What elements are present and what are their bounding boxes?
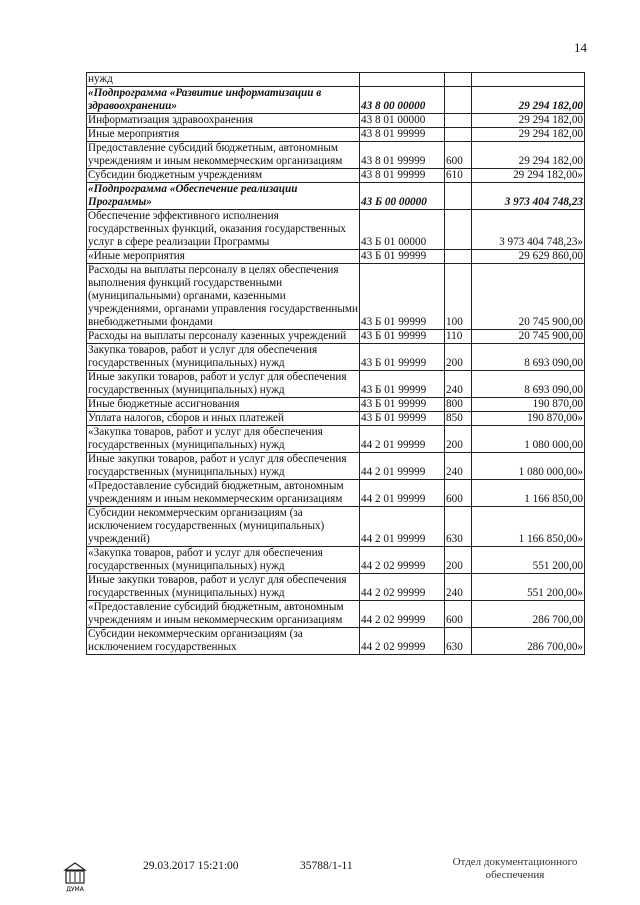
row-csr-cell: 43 8 01 99999 [360, 169, 445, 183]
row-csr-cell: 43 Б 01 99999 [360, 330, 445, 344]
row-name-cell: Иные мероприятия [87, 128, 360, 142]
row-amount-cell: 190 870,00 [472, 398, 585, 412]
row-name-cell: Обеспечение эффективного исполнения государственных функций, оказания государственных услуг в сфере реализации Программы [87, 210, 360, 250]
table-row [87, 183, 585, 210]
row-amount-cell: 29 294 182,00 [472, 128, 585, 142]
row-amount-cell: 3 973 404 748,23 [472, 183, 585, 210]
table-row [87, 210, 585, 250]
row-csr-cell: 43 8 01 00000 [360, 114, 445, 128]
row-csr-cell: 44 2 02 99999 [360, 574, 445, 601]
row-name-cell: Иные закупки товаров, работ и услуг для обеспечения государственных (муниципальных) нужд [87, 453, 360, 480]
row-vr-cell: 610 [445, 169, 472, 183]
row-csr-cell: 43 Б 01 99999 [360, 250, 445, 264]
duma-logo-text: ДУМА [66, 886, 84, 893]
row-name-cell: Расходы на выплаты персоналу казенных учреждений [87, 330, 360, 344]
table-row [87, 398, 585, 412]
table-row [87, 264, 585, 330]
row-name-cell: Субсидии некоммерческим организациям (за исключением государственных [87, 628, 360, 655]
row-amount-cell: 1 166 850,00» [472, 507, 585, 547]
table-row [87, 426, 585, 453]
table-row [87, 371, 585, 398]
row-name-cell: «Предоставление субсидий бюджетным, автономным учреждениям и иным некоммерческим организациям [87, 480, 360, 507]
row-vr-cell: 630 [445, 628, 472, 655]
row-amount-cell: 286 700,00 [472, 601, 585, 628]
row-csr-cell [360, 73, 445, 87]
table-row [87, 250, 585, 264]
table-row [87, 547, 585, 574]
row-csr-cell: 44 2 01 99999 [360, 426, 445, 453]
row-amount-cell: 29 294 182,00 [472, 114, 585, 128]
row-vr-cell [445, 183, 472, 210]
row-vr-cell: 200 [445, 344, 472, 371]
row-amount-cell: 8 693 090,00 [472, 371, 585, 398]
table-row [87, 628, 585, 655]
row-vr-cell: 850 [445, 412, 472, 426]
row-amount-cell: 190 870,00» [472, 412, 585, 426]
row-name-cell: Иные закупки товаров, работ и услуг для обеспечения государственных (муниципальных) нужд [87, 574, 360, 601]
row-amount-cell: 8 693 090,00 [472, 344, 585, 371]
row-amount-cell: 20 745 900,00 [472, 264, 585, 330]
row-name-cell: «Подпрограмма «Обеспечение реализации Программы» [87, 183, 360, 210]
row-csr-cell: 43 Б 01 99999 [360, 412, 445, 426]
row-name-cell: Субсидии бюджетным учреждениям [87, 169, 360, 183]
table-row [87, 480, 585, 507]
row-amount-cell: 1 080 000,00» [472, 453, 585, 480]
footer-doc-code: 35788/1-11 [300, 860, 353, 872]
row-name-cell: «Иные мероприятия [87, 250, 360, 264]
row-vr-cell: 240 [445, 371, 472, 398]
table-row [87, 601, 585, 628]
row-vr-cell: 630 [445, 507, 472, 547]
row-name-cell: «Подпрограмма «Развитие информатизации в здравоохранении» [87, 87, 360, 114]
row-name-cell: Субсидии некоммерческим организациям (за исключением государственных (муниципальных) учреждений) [87, 507, 360, 547]
row-vr-cell [445, 128, 472, 142]
row-csr-cell: 44 2 01 99999 [360, 507, 445, 547]
row-vr-cell: 600 [445, 142, 472, 169]
row-name-cell: «Закупка товаров, работ и услуг для обеспечения государственных (муниципальных) нужд [87, 426, 360, 453]
row-csr-cell: 43 8 01 99999 [360, 128, 445, 142]
department-line-1: Отдел документационного [452, 856, 578, 868]
row-vr-cell: 600 [445, 601, 472, 628]
department-line-2: обеспечения [485, 869, 545, 881]
table-row [87, 507, 585, 547]
row-vr-cell [445, 210, 472, 250]
row-vr-cell: 200 [445, 547, 472, 574]
row-csr-cell: 44 2 01 99999 [360, 480, 445, 507]
row-name-cell: Информатизация здравоохранения [87, 114, 360, 128]
duma-logo-icon [60, 860, 90, 894]
row-name-cell: «Предоставление субсидий бюджетным, автономным учреждениям и иным некоммерческим организациям [87, 601, 360, 628]
row-amount-cell: 29 294 182,00 [472, 142, 585, 169]
row-csr-cell: 43 8 00 00000 [360, 87, 445, 114]
table-row [87, 128, 585, 142]
table-row [87, 453, 585, 480]
row-csr-cell: 43 Б 01 99999 [360, 344, 445, 371]
table-row [87, 114, 585, 128]
row-csr-cell: 44 2 02 99999 [360, 601, 445, 628]
row-amount-cell: 20 745 900,00 [472, 330, 585, 344]
row-csr-cell: 43 Б 01 99999 [360, 398, 445, 412]
row-vr-cell [445, 73, 472, 87]
table-row [87, 73, 585, 87]
row-csr-cell: 43 Б 01 00000 [360, 210, 445, 250]
budget-table [86, 72, 585, 655]
row-vr-cell [445, 114, 472, 128]
row-csr-cell: 44 2 02 99999 [360, 547, 445, 574]
department-stamp [440, 856, 590, 882]
budget-table-body [87, 73, 585, 655]
table-row [87, 344, 585, 371]
row-csr-cell: 44 2 02 99999 [360, 628, 445, 655]
table-row [87, 142, 585, 169]
row-vr-cell: 800 [445, 398, 472, 412]
row-vr-cell: 240 [445, 453, 472, 480]
row-csr-cell: 43 Б 00 00000 [360, 183, 445, 210]
row-name-cell: Уплата налогов, сборов и иных платежей [87, 412, 360, 426]
row-amount-cell: 3 973 404 748,23» [472, 210, 585, 250]
row-name-cell: нужд [87, 73, 360, 87]
row-vr-cell: 200 [445, 426, 472, 453]
row-name-cell: Расходы на выплаты персоналу в целях обеспечения выполнения функций государственными (муниципальными) органами, казенными учреждениями, органами управления государственными внебюджетными фондами [88, 264, 358, 328]
row-vr-cell [445, 250, 472, 264]
row-amount-cell: 29 629 860,00 [472, 250, 585, 264]
footer-datetime: 29.03.2017 15:21:00 [143, 860, 239, 872]
row-amount-cell: 551 200,00» [472, 574, 585, 601]
row-name-cell: Закупка товаров, работ и услуг для обеспечения государственных (муниципальных) нужд [87, 344, 360, 371]
row-amount-cell: 1 166 850,00 [472, 480, 585, 507]
row-csr-cell: 43 Б 01 99999 [360, 264, 445, 330]
row-vr-cell: 100 [445, 264, 472, 330]
row-vr-cell [445, 87, 472, 114]
row-amount-cell [472, 73, 585, 87]
page-number: 14 [574, 40, 587, 55]
row-csr-cell: 44 2 01 99999 [360, 453, 445, 480]
row-vr-cell: 240 [445, 574, 472, 601]
row-csr-cell: 43 Б 01 99999 [360, 371, 445, 398]
row-csr-cell: 43 8 01 99999 [360, 142, 445, 169]
row-name-cell: Иные бюджетные ассигнования [87, 398, 360, 412]
row-vr-cell: 110 [445, 330, 472, 344]
row-amount-cell: 29 294 182,00» [472, 169, 585, 183]
row-amount-cell: 1 080 000,00 [472, 426, 585, 453]
row-name-cell: «Закупка товаров, работ и услуг для обеспечения государственных (муниципальных) нужд [87, 547, 360, 574]
row-amount-cell: 286 700,00» [472, 628, 585, 655]
table-row [87, 330, 585, 344]
table-row [87, 87, 585, 114]
row-name-cell: Предоставление субсидий бюджетным, автономным учреждениям и иным некоммерческим организациям [87, 142, 360, 169]
table-row [87, 169, 585, 183]
table-row [87, 574, 585, 601]
row-amount-cell: 551 200,00 [472, 547, 585, 574]
row-vr-cell: 600 [445, 480, 472, 507]
row-name-cell: Иные закупки товаров, работ и услуг для обеспечения государственных (муниципальных) нужд [87, 371, 360, 398]
table-row [87, 412, 585, 426]
row-amount-cell: 29 294 182,00 [472, 87, 585, 114]
